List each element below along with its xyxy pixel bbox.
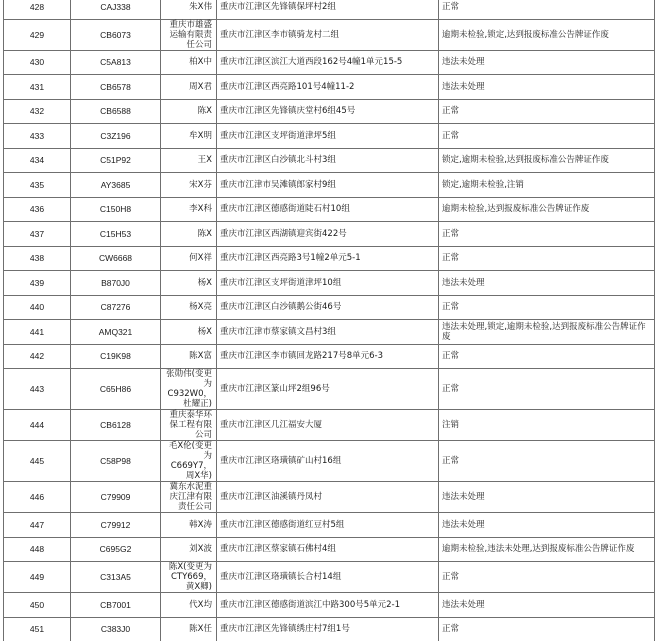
- owner-name-cell: 陈X: [161, 99, 217, 124]
- row-number-cell: 438: [4, 246, 71, 271]
- status-cell: 违法未处理: [439, 482, 655, 513]
- row-number-cell: 441: [4, 320, 71, 345]
- plate-number-cell: C87276: [71, 295, 161, 320]
- row-number-cell: 429: [4, 19, 71, 50]
- row-number-cell: 433: [4, 124, 71, 149]
- owner-name-cell: 毛X伦(变更为C669Y7，周X华): [161, 441, 217, 482]
- row-number-cell: 443: [4, 369, 71, 410]
- owner-name-cell: 陈X富: [161, 344, 217, 369]
- status-cell: 正常: [439, 369, 655, 410]
- status-cell: 正常: [439, 124, 655, 149]
- status-cell: 注销: [439, 410, 655, 441]
- owner-name-cell: 牟X明: [161, 124, 217, 149]
- owner-name-cell: 陈X(变更为CTY669，黄X卿): [161, 562, 217, 593]
- plate-number-cell: B870J0: [71, 271, 161, 296]
- address-cell: 重庆市江津市吴滩镇郎家村9组: [217, 173, 439, 198]
- status-cell: 违法未处理: [439, 50, 655, 75]
- row-number-cell: 436: [4, 197, 71, 222]
- table-row: [4, 173, 655, 198]
- address-cell: 重庆市江津区先锋镇庆堂村6组45号: [217, 99, 439, 124]
- status-cell: 正常: [439, 99, 655, 124]
- status-cell: 违法未处理,锁定,逾期未检验,达到报废标准公告牌证作废: [439, 320, 655, 345]
- plate-number-cell: C79909: [71, 482, 161, 513]
- address-cell: 重庆市江津区支坪街道津坪5组: [217, 124, 439, 149]
- plate-number-cell: CAJ338: [71, 0, 161, 19]
- status-cell: 正常: [439, 617, 655, 641]
- row-number-cell: 447: [4, 513, 71, 538]
- table-row: [4, 344, 655, 369]
- status-cell: 正常: [439, 295, 655, 320]
- plate-number-cell: AY3685: [71, 173, 161, 198]
- address-cell: 重庆市江津区先锋镇保坪村2组: [217, 0, 439, 19]
- status-cell: 正常: [439, 344, 655, 369]
- table-row: [4, 320, 655, 345]
- address-cell: 重庆市江津区滨江大道西段162号4幢1单元15-5: [217, 50, 439, 75]
- owner-name-cell: 何X祥: [161, 246, 217, 271]
- plate-number-cell: C79912: [71, 513, 161, 538]
- table-row: [4, 19, 655, 50]
- plate-number-cell: CB6578: [71, 75, 161, 100]
- status-cell: 违法未处理: [439, 271, 655, 296]
- owner-name-cell: 陈X: [161, 222, 217, 247]
- address-cell: 重庆市江津市蔡家镇文昌村3组: [217, 320, 439, 345]
- address-cell: 重庆市江津区油溪镇丹凤村: [217, 482, 439, 513]
- address-cell: 重庆市江津区西亮路3号1幢2单元5-1: [217, 246, 439, 271]
- address-cell: 重庆市江津区支坪街道津坪10组: [217, 271, 439, 296]
- row-number-cell: 434: [4, 148, 71, 173]
- plate-number-cell: CB7001: [71, 593, 161, 618]
- status-cell: 违法未处理: [439, 75, 655, 100]
- status-cell: 正常: [439, 246, 655, 271]
- table-row: [4, 513, 655, 538]
- plate-number-cell: CW6668: [71, 246, 161, 271]
- row-number-cell: 448: [4, 537, 71, 562]
- plate-number-cell: AMQ321: [71, 320, 161, 345]
- row-number-cell: 440: [4, 295, 71, 320]
- vehicle-table: [3, 0, 655, 641]
- table-row: [4, 593, 655, 618]
- status-cell: 正常: [439, 222, 655, 247]
- address-cell: 重庆市江津区西湖镇迎宾街422号: [217, 222, 439, 247]
- table-row: [4, 50, 655, 75]
- table-row: [4, 617, 655, 641]
- status-cell: 逾期未检验,达到报废标准公告牌证作废: [439, 197, 655, 222]
- owner-name-cell: 陈X任: [161, 617, 217, 641]
- plate-number-cell: C19K98: [71, 344, 161, 369]
- row-number-cell: 444: [4, 410, 71, 441]
- row-number-cell: 446: [4, 482, 71, 513]
- address-cell: 重庆市江津区李市镇骑龙村二组: [217, 19, 439, 50]
- row-number-cell: 445: [4, 441, 71, 482]
- status-cell: 逾期未检验,违法未处理,达到报废标准公告牌证作废: [439, 537, 655, 562]
- owner-name-cell: 杨X: [161, 320, 217, 345]
- table-row: [4, 99, 655, 124]
- owner-name-cell: 周X君: [161, 75, 217, 100]
- table-row: [4, 537, 655, 562]
- row-number-cell: 428: [4, 0, 71, 19]
- table-row: [4, 148, 655, 173]
- address-cell: 重庆市江津区德感街道陡石村10组: [217, 197, 439, 222]
- plate-number-cell: C3Z196: [71, 124, 161, 149]
- table-row: [4, 246, 655, 271]
- row-number-cell: 431: [4, 75, 71, 100]
- row-number-cell: 432: [4, 99, 71, 124]
- owner-name-cell: 李X科: [161, 197, 217, 222]
- owner-name-cell: 代X均: [161, 593, 217, 618]
- table-row: [4, 482, 655, 513]
- owner-name-cell: 王X: [161, 148, 217, 173]
- address-cell: 重庆市江津区西亮路101号4幢11-2: [217, 75, 439, 100]
- owner-name-cell: 柏X中: [161, 50, 217, 75]
- address-cell: 重庆市江津区篆山坪2组96号: [217, 369, 439, 410]
- table-row: [4, 0, 655, 19]
- owner-name-cell: 韩X涛: [161, 513, 217, 538]
- owner-name-cell: 冀东水泥重庆江津有限责任公司: [161, 482, 217, 513]
- owner-name-cell: 宋X芬: [161, 173, 217, 198]
- plate-number-cell: C150H8: [71, 197, 161, 222]
- owner-name-cell: 刘X波: [161, 537, 217, 562]
- plate-number-cell: CB6588: [71, 99, 161, 124]
- address-cell: 重庆市江津区珞璜镇矿山村16组: [217, 441, 439, 482]
- table-row: [4, 197, 655, 222]
- status-cell: 正常: [439, 562, 655, 593]
- owner-name-cell: 朱X伟: [161, 0, 217, 19]
- row-number-cell: 450: [4, 593, 71, 618]
- address-cell: 重庆市江津区德感街道滨江中路300号5单元2-1: [217, 593, 439, 618]
- row-number-cell: 442: [4, 344, 71, 369]
- owner-name-cell: 杨X: [161, 271, 217, 296]
- owner-name-cell: 重庆市雄盛运输有限责任公司: [161, 19, 217, 50]
- row-number-cell: 449: [4, 562, 71, 593]
- table-row: [4, 222, 655, 247]
- address-cell: 重庆市江津区几江福安大厦: [217, 410, 439, 441]
- plate-number-cell: C5A813: [71, 50, 161, 75]
- plate-number-cell: C15H53: [71, 222, 161, 247]
- status-cell: 锁定,逾期未检验,注销: [439, 173, 655, 198]
- row-number-cell: 437: [4, 222, 71, 247]
- address-cell: 重庆市江津区白沙镇鹅公街46号: [217, 295, 439, 320]
- owner-name-cell: 杨X亮: [161, 295, 217, 320]
- status-cell: 违法未处理: [439, 513, 655, 538]
- address-cell: 重庆市江津区蔡家镇石佛村4组: [217, 537, 439, 562]
- plate-number-cell: C383J0: [71, 617, 161, 641]
- row-number-cell: 435: [4, 173, 71, 198]
- table-row: [4, 410, 655, 441]
- table-row: [4, 271, 655, 296]
- row-number-cell: 430: [4, 50, 71, 75]
- plate-number-cell: C51P92: [71, 148, 161, 173]
- status-cell: 逾期未检验,锁定,达到报废标准公告牌证作废: [439, 19, 655, 50]
- table-row: [4, 295, 655, 320]
- table-row: [4, 562, 655, 593]
- address-cell: 重庆市江津区德感街道红豆村5组: [217, 513, 439, 538]
- plate-number-cell: C58P98: [71, 441, 161, 482]
- address-cell: 重庆市江津区先锋镇绣庄村7组1号: [217, 617, 439, 641]
- vehicle-table-body: [4, 0, 655, 641]
- address-cell: 重庆市江津区白沙镇北斗村3组: [217, 148, 439, 173]
- status-cell: 违法未处理: [439, 593, 655, 618]
- owner-name-cell: 张勋伟(变更为C932W0，杜耀正): [161, 369, 217, 410]
- status-cell: 锁定,逾期未检验,达到报废标准公告牌证作废: [439, 148, 655, 173]
- status-cell: 正常: [439, 441, 655, 482]
- row-number-cell: 439: [4, 271, 71, 296]
- table-row: [4, 369, 655, 410]
- plate-number-cell: CB6073: [71, 19, 161, 50]
- row-number-cell: 451: [4, 617, 71, 641]
- plate-number-cell: C695G2: [71, 537, 161, 562]
- plate-number-cell: C313A5: [71, 562, 161, 593]
- owner-name-cell: 重庆泰华环保工程有限公司: [161, 410, 217, 441]
- address-cell: 重庆市江津区李市镇回龙路217号8单元6-3: [217, 344, 439, 369]
- plate-number-cell: CB6128: [71, 410, 161, 441]
- plate-number-cell: C65H86: [71, 369, 161, 410]
- address-cell: 重庆市江津区珞璜镇长合村14组: [217, 562, 439, 593]
- table-row: [4, 441, 655, 482]
- status-cell: 正常: [439, 0, 655, 19]
- table-row: [4, 124, 655, 149]
- table-row: [4, 75, 655, 100]
